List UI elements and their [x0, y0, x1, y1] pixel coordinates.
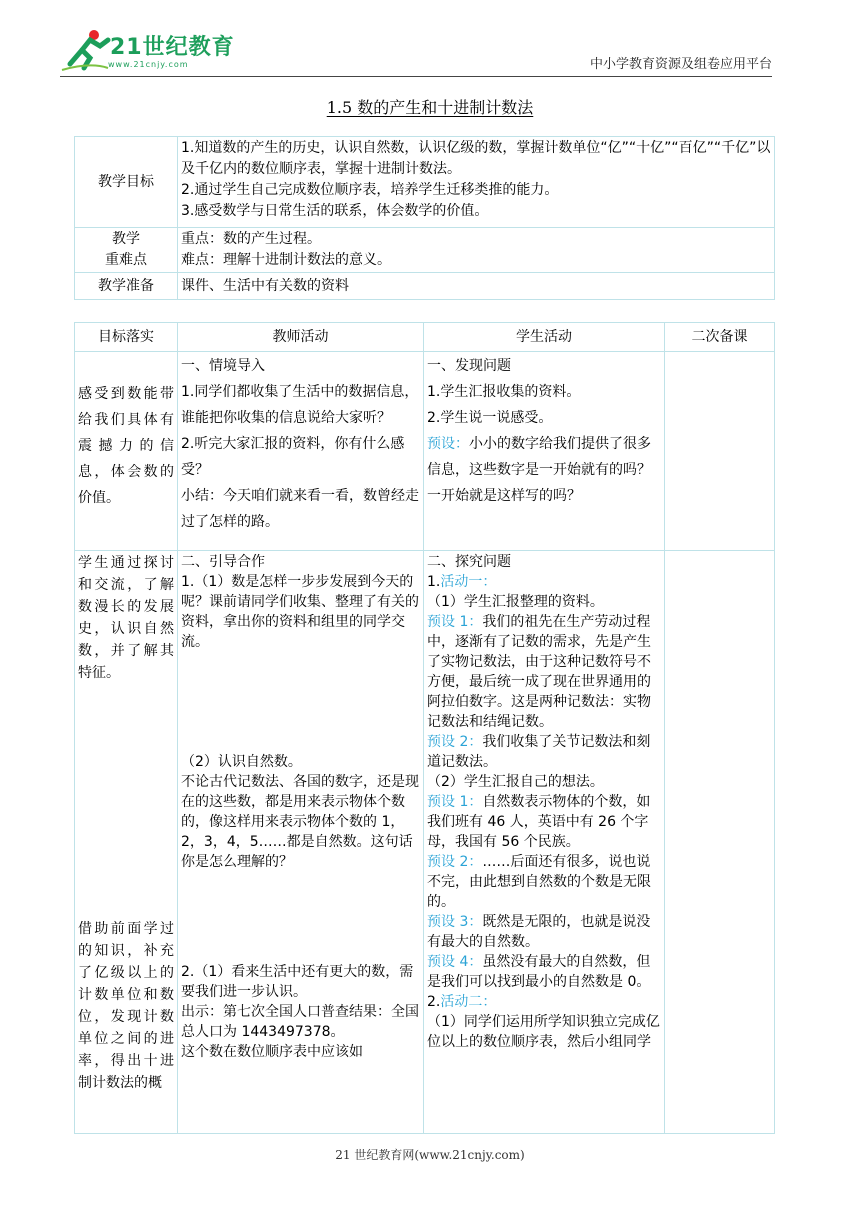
- activity-label: 活动二：: [440, 994, 497, 1010]
- prep-label: 教学准备: [75, 273, 178, 300]
- key-cell: [178, 228, 775, 273]
- key-point: 重点：数的产生过程。: [181, 231, 321, 247]
- header-goal: 目标落实: [75, 323, 178, 352]
- difficulty-point: 难点：理解十进制计数法的意义。: [181, 252, 391, 268]
- page-title: 1.5 数的产生和十进制计数法: [326, 98, 534, 117]
- plan-header-row: [75, 323, 775, 352]
- student-cell-1: 一、发现问题 1.学生汇报收集的资料。 2.学生说一说感受。 预设：小小的数字给我们提供了很多信息，这些数字是一开始就有的吗？一开始就是这样写的吗？: [424, 352, 665, 551]
- preset-label: 预设 2：: [427, 734, 483, 750]
- notes-cell-2: [665, 551, 775, 1134]
- key-label: 教学 重难点: [75, 228, 178, 273]
- preset-label: 预设 1：: [427, 794, 483, 810]
- platform-name: 中小学教育资源及组卷应用平台: [589, 57, 772, 72]
- notes-cell-1: [665, 352, 775, 551]
- logo-text: 21世纪教育: [110, 35, 235, 60]
- preset-label: 预设 2：: [427, 854, 483, 870]
- logo-url: www.21cnjy.com: [108, 60, 189, 69]
- goals-row: [75, 137, 775, 228]
- student-cell-2: 二、探究问题 1.活动一： （1）学生汇报整理的资料。 预设 1：我们的祖先在生产劳动过程中，逐渐有了记数的需求，先是产生了实物记数法，由于这种记数符号不方便，最后统一成了现在世界通用的阿拉伯数字。这是两种记数法：实物记数法和结绳记数。 预设 2：我们收集了关节记数法和刻道记数法。 （2）学生汇报自己的想法。 预设 1：自然数表示物体的个数，如我们班有 46 人，英语中有 26 个字母，我国有 56 个民族。 预设 2：……后面还有很多，说也说不完，由此想到自然数的个数是无限的。 预设 3：既然是无限的，也就是说没有最大的自然数。 预设 4：虽然没有最大的自然数，但是我们可以找到最小的自然数是 0。 2.活动二： （1）同学们运用所学知识独立完成亿位以上的数位顺序表，然后小组同学: [424, 551, 665, 1134]
- page-footer: 21 世纪教育网(www.21cnjy.com): [335, 1148, 525, 1162]
- preset-label: 预设 1：: [427, 614, 483, 630]
- plan-row-1: [75, 352, 775, 551]
- activity-label: 活动一：: [440, 574, 497, 590]
- prep-cell: 课件、生活中有关数的资料: [178, 273, 775, 300]
- teacher-cell-1: 一、情境导入 1.同学们都收集了生活中的数据信息，谁能把你收集的信息说给大家听？ 2.听完大家汇报的资料，你有什么感受？ 小结：今天咱们就来看一看，数曾经走过了怎样的路。: [178, 352, 424, 551]
- plan-row-2: [75, 551, 775, 1134]
- key-row: [75, 228, 775, 273]
- header-divider: [60, 76, 772, 77]
- goal-cell-1: 感受到数能带给我们具体有震撼力的信息，体会数的价值。: [75, 352, 178, 551]
- goal-item: 2.通过学生自己完成数位顺序表，培养学生迁移类推的能力。: [181, 182, 559, 198]
- header-student: 学生活动: [424, 323, 665, 352]
- goals-cell: [178, 137, 775, 228]
- info-table: [74, 136, 775, 300]
- goal-item: 3.感受数学与日常生活的联系，体会数学的价值。: [181, 203, 489, 219]
- teacher-cell-2: 二、引导合作 1.（1）数是怎样一步步发展到今天的呢？课前请同学们收集、整理了有关的资料，拿出你的资料和组里的同学交流。 （2）认识自然数。 不论古代记数法、各国的数字，还是现在的这些数，都是用来表示物体个数的，像这样用来表示物体个数的 1，2，3，4，5……都是自然数。这句话你是怎么理解的？ 2.（1）看来生活中还有更大的数，需要我们进一步认识。 出示：第七次全国人口普查结果：全国总人口为 1443497378。 这个数在数位顺序表中应该如: [178, 551, 424, 1134]
- preset-label: 预设 3：: [427, 914, 483, 930]
- header-notes: 二次备课: [665, 323, 775, 352]
- goals-label: 教学目标: [75, 137, 178, 228]
- preset-label: 预设：: [427, 436, 469, 452]
- page-header: [0, 0, 860, 90]
- header-teacher: 教师活动: [178, 323, 424, 352]
- goal-cell-2: 学生通过探讨和交流，了解数漫长的发展史，认识自然数，并了解其特征。 借助前面学过的知识，补充了亿级以上的计数单位和数位，发现计数单位之间的进率，得出十进制计数法的概: [75, 551, 178, 1134]
- goal-item: 1.知道数的产生的历史，认识自然数，认识亿级的数，掌握计数单位“亿”“十亿”“百亿”“千亿”以及千亿内的数位顺序表，掌握十进制计数法。: [181, 140, 771, 177]
- prep-row: [75, 273, 775, 300]
- preset-label: 预设 4：: [427, 954, 483, 970]
- plan-table: [74, 322, 775, 1134]
